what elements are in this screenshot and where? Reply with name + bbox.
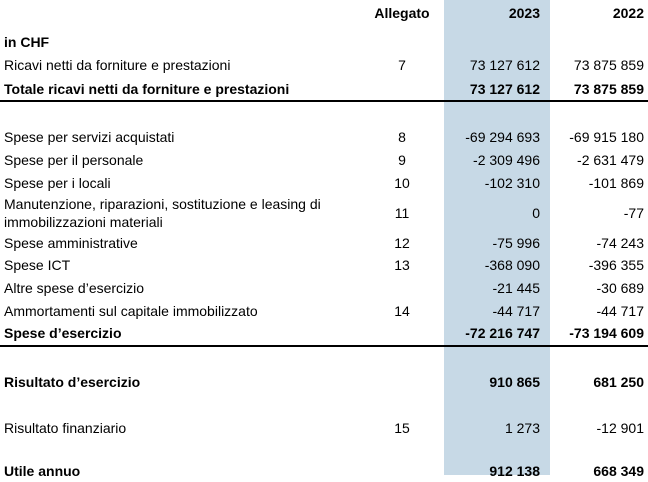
row-value-2023: 0 [532,204,540,221]
row-value-2023: -368 090 [484,257,540,274]
row-allegato: 10 [394,174,410,191]
row-value-2022: -30 689 [596,280,644,297]
row-value-2022: -101 869 [588,174,644,191]
row-allegato: 13 [394,257,410,274]
table-row [0,172,648,195]
row-allegato [370,77,444,101]
row-allegato: 7 [398,57,406,74]
table-row [0,149,648,172]
row-label: Spese per i locali [4,174,111,191]
row-label: Altre spese d’esercizio [4,280,145,297]
result-row [0,460,648,482]
row-value-2022: -73 194 609 [550,322,648,346]
header-year-2022: 2022 [612,5,644,21]
header-allegato: Allegato [374,5,430,21]
row-label: Ricavi netti da forniture e prestazioni [4,57,231,74]
row-label: Ammortamenti sul capitale immobilizzato [4,302,258,319]
result-row [0,371,648,394]
total-row [0,77,648,101]
header-label-cell [0,0,370,31]
row-allegato: 11 [394,204,410,221]
row-value-2023: -44 717 [492,302,540,319]
row-label: Utile annuo [4,463,81,480]
spacer-row [0,101,648,126]
table-row [0,231,648,254]
row-value-2023: 73 127 612 [469,57,540,74]
row-value-2023: -72 216 747 [444,322,550,346]
row-value-2022: -77 [623,204,644,221]
row-allegato [370,322,444,346]
row-value-2023: -75 996 [492,234,540,251]
row-value-2022: -2 631 479 [577,152,644,169]
row-value-2023: -21 445 [492,280,540,297]
spacer-row [0,346,648,371]
row-allegato: 8 [398,129,406,146]
row-value-2022: 681 250 [593,373,644,390]
row-label: Spese ICT [4,257,71,274]
row-allegato: 9 [398,152,406,169]
table-row [0,277,648,300]
row-label: Manutenzione, riparazioni, sostituzione e leasing di immobilizzazioni materiali [4,195,321,230]
row-value-2022: 73 875 859 [573,57,644,74]
row-allegato: 12 [394,234,410,251]
row-value-2023: 910 865 [489,373,540,390]
total-row [0,322,648,346]
row-allegato: 14 [394,302,410,319]
table-row [0,299,648,322]
spacer-row [0,393,648,417]
row-value-2022: -12 901 [596,420,644,437]
row-label: Spese amministrative [4,234,138,251]
table-row [0,54,648,78]
spacer-row [0,440,648,460]
row-value-2023: -69 294 693 [465,129,540,146]
header-year-2023: 2023 [508,5,540,21]
table-row [0,194,648,231]
row-value-2022: -74 243 [596,234,644,251]
row-allegato [370,277,444,300]
row-label: Totale ricavi netti da forniture e prestazioni [0,77,370,101]
table-row [0,126,648,149]
row-value-2023: -2 309 496 [473,152,540,169]
row-value-2022: 73 875 859 [550,77,648,101]
row-label: Spese per il personale [4,152,144,169]
row-value-2022: -44 717 [596,302,644,319]
row-allegato: 15 [394,420,410,437]
row-label: Spese per servizi acquistati [4,129,175,146]
row-value-2023: 73 127 612 [444,77,550,101]
row-value-2023: 912 138 [489,463,540,480]
row-value-2022: -396 355 [588,257,644,274]
row-value-2022: -69 915 180 [569,129,644,146]
row-value-2022: 668 349 [593,463,644,480]
row-label: Risultato finanziario [4,420,127,437]
row-value-2023: 1 273 [504,420,540,437]
table-row [0,417,648,440]
row-allegato [370,371,444,394]
row-value-2023: -102 310 [484,174,540,191]
row-label: Spese d’esercizio [0,322,370,346]
row-allegato [370,460,444,482]
table-row [0,254,648,277]
unit-row [0,31,648,54]
header-row [0,0,648,31]
row-label: Risultato d’esercizio [4,373,141,390]
unit-label: in CHF [4,34,50,51]
